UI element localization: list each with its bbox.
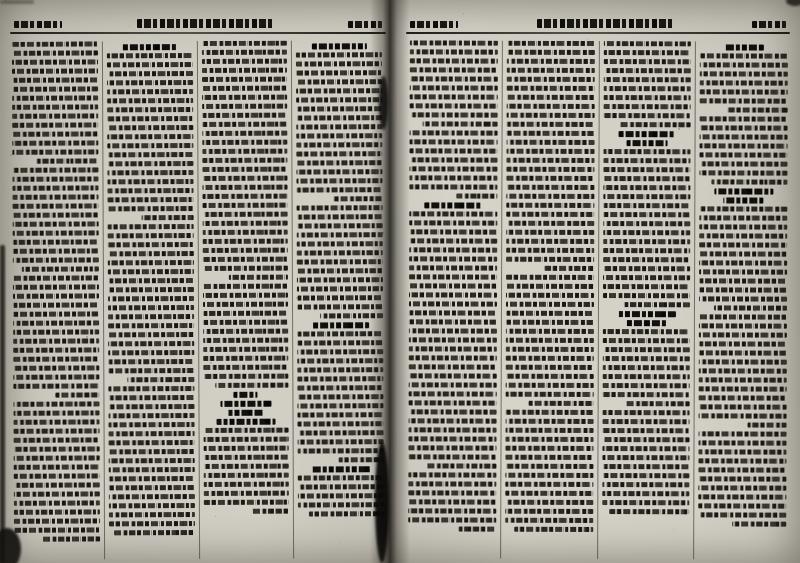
paragraph [13, 401, 99, 541]
scan-noise-dot [344, 141, 346, 143]
scan-noise-dot [10, 154, 12, 156]
page-number-label [752, 21, 786, 28]
paragraph [505, 275, 593, 406]
scan-noise-dot [425, 477, 426, 478]
speaker-heading [297, 322, 383, 328]
scan-noise-dot [420, 323, 422, 325]
scan-noise-dot [215, 516, 216, 517]
page-left-header [0, 0, 396, 28]
speaker-heading [700, 188, 788, 194]
paragraph [602, 410, 690, 514]
paragraph [202, 284, 288, 388]
paragraph [505, 410, 593, 532]
session-label [14, 21, 62, 28]
paragraph [699, 206, 787, 310]
scan-noise-dot [587, 39, 588, 40]
ink-stain-gutter-bottom [375, 442, 389, 563]
scan-noise-dot [210, 362, 212, 364]
scan-noise-dot [172, 271, 174, 273]
scan-noise-dot [377, 78, 378, 79]
scan-noise-dot [382, 232, 384, 234]
journal-title [137, 19, 273, 28]
speaker-heading [296, 43, 382, 49]
scan-noise-dot [48, 245, 50, 247]
speaker-heading [107, 44, 193, 50]
paragraph [700, 53, 788, 112]
scan-noise-dot [296, 297, 298, 299]
paragraph [602, 329, 690, 406]
scan-noise-dot [592, 193, 594, 195]
paragraph [408, 472, 496, 531]
paragraph [409, 130, 497, 198]
scan-noise-dot [506, 258, 508, 260]
scan-noise-dot [635, 438, 636, 439]
ink-streak-left-edge [0, 245, 5, 563]
page-right [396, 0, 800, 563]
paragraph [107, 53, 193, 220]
signature [203, 392, 289, 398]
parenthetical [602, 320, 690, 326]
scan-noise-dot [134, 180, 136, 182]
scan-noise-dot [549, 503, 550, 504]
column-2 [598, 41, 697, 559]
ink-stain-gutter-top [379, 76, 388, 130]
scan-noise-dot [253, 52, 254, 53]
paragraph [297, 205, 383, 318]
paragraph [699, 314, 787, 427]
header-rule [10, 32, 386, 34]
scan-noise-dot [673, 529, 674, 530]
scan-noise-dot [468, 167, 470, 169]
paragraph [602, 149, 690, 307]
parenthetical [603, 140, 691, 146]
paragraph [296, 52, 382, 201]
column-2 [197, 41, 294, 559]
paragraph [298, 475, 384, 516]
paragraph [12, 41, 98, 163]
text-columns-right [395, 40, 800, 559]
speaker-heading [203, 419, 289, 425]
scan-noise-dot [177, 425, 178, 426]
paragraph [408, 211, 497, 468]
paragraph [108, 386, 194, 535]
paragraph [700, 116, 788, 184]
column-3 [501, 41, 600, 559]
section-heading [203, 401, 289, 416]
header-rule [406, 32, 790, 34]
scan-noise-dot [544, 349, 546, 351]
scan-noise-dot [43, 91, 44, 92]
scan-noise-dot [711, 65, 712, 66]
paragraph [506, 41, 595, 271]
scan-noise-dot [129, 26, 130, 27]
scan-noise-dot [759, 464, 760, 465]
scan-noise-dot [511, 412, 512, 413]
scan-noise-dot [630, 284, 632, 286]
speaker-heading [602, 311, 690, 317]
speaker-heading [603, 131, 691, 137]
parenthetical [700, 197, 788, 203]
scan-noise-dot [86, 336, 88, 338]
column-4 [8, 41, 105, 559]
scan-noise-dot [716, 219, 718, 221]
scan-noise-dot [463, 13, 464, 14]
scan-noise-dot [5, 0, 6, 1]
paragraph [12, 167, 98, 271]
paragraph [603, 41, 691, 127]
page-number-label [348, 21, 382, 28]
paragraph [698, 431, 786, 526]
page-right-header [396, 0, 800, 28]
paragraph [107, 224, 193, 382]
scan-noise-dot [754, 310, 756, 312]
scan-noise-dot [258, 206, 260, 208]
session-label [410, 21, 458, 28]
column-1 [292, 40, 388, 558]
column-1 [694, 41, 792, 559]
paragraph [201, 41, 288, 280]
scan-noise-dot [301, 451, 302, 452]
scan-noise-dot [678, 128, 680, 130]
journal-title [537, 19, 673, 28]
parenthetical [700, 44, 788, 50]
text-columns-left [0, 40, 397, 560]
scan-noise-dot [91, 490, 92, 491]
paragraph [410, 40, 498, 126]
paragraph [203, 428, 289, 514]
paragraph [297, 331, 383, 462]
scan-noise-dot [339, 542, 340, 543]
speaker-heading [298, 466, 384, 472]
column-4 [404, 40, 503, 558]
page-left [0, 0, 396, 563]
speaker-heading [409, 202, 497, 208]
column-3 [103, 41, 200, 559]
